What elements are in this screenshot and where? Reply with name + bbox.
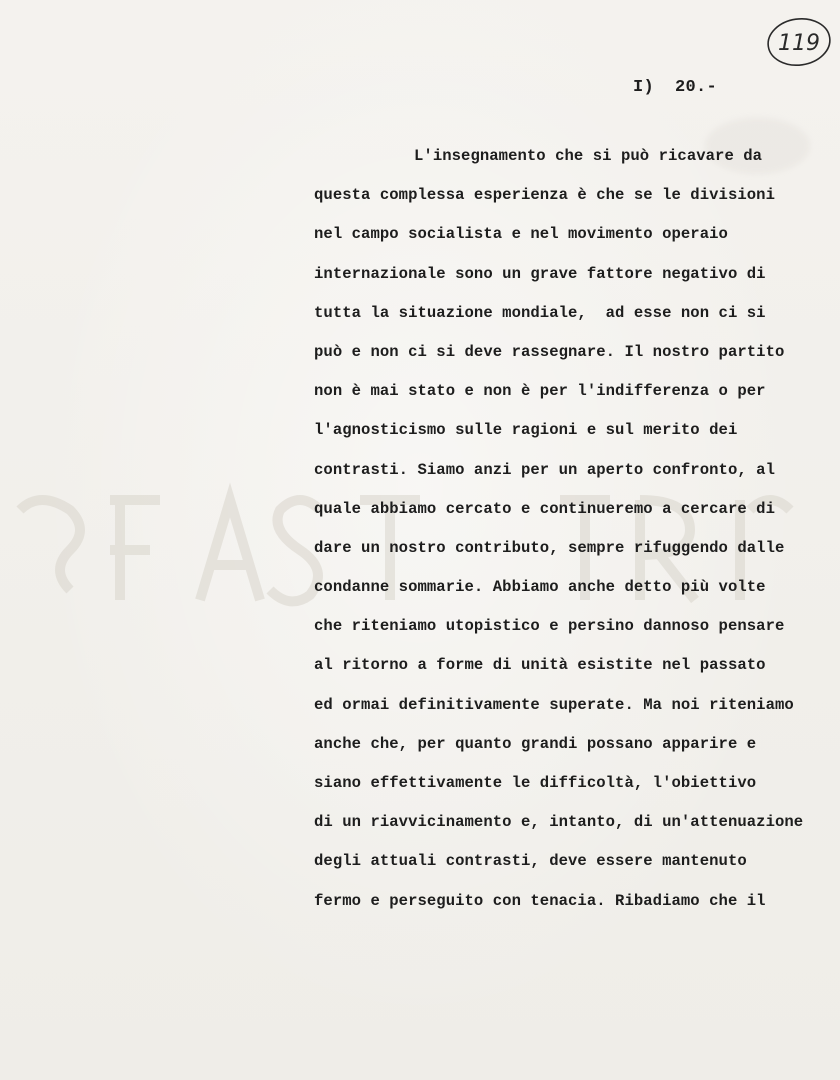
text-line: condanne sommarie. Abbiamo anche detto più volte xyxy=(314,578,766,597)
text-line: siano effettivamente le difficoltà, l'obiettivo xyxy=(314,774,757,792)
text-line: anche che, per quanto grandi possano apparire e xyxy=(314,734,757,753)
page-number-circle xyxy=(764,14,834,70)
text-line: L'insegnamento che si può ricavare da xyxy=(414,147,763,165)
text-line: degli attuali contrasti, deve essere mantenuto xyxy=(314,852,747,871)
text-line: nel campo socialista e nel movimento operaio xyxy=(314,225,728,244)
text-line: non è mai stato e non è per l'indifferenza o per xyxy=(314,382,766,401)
text-line: di un riavvicinamento e, intanto, di un'attenuazione xyxy=(314,813,804,832)
text-line: ed ormai definitivamente superate. Ma noi riteniamo xyxy=(314,695,794,714)
text-line: al ritorno a forme di unità esistite nel passato xyxy=(314,656,766,675)
text-line: contrasti. Siamo anzi per un aperto confronto, al xyxy=(314,460,775,479)
text-line: l'agnosticismo sulle ragioni e sul merito dei xyxy=(314,421,738,440)
text-line: quale abbiamo cercato e continueremo a cercare di xyxy=(314,499,775,518)
section-reference: I) 20.- xyxy=(633,78,718,97)
text-line: dare un nostro contributo, sempre rifuggendo dalle xyxy=(314,538,785,557)
text-line: questa complessa esperienza è che se le divisioni xyxy=(314,186,775,205)
text-line: tutta la situazione mondiale, ad esse non ci si xyxy=(314,303,766,322)
text-line: internazionale sono un grave fattore negativo di xyxy=(314,264,766,283)
typed-body-text xyxy=(314,137,840,921)
text-line: fermo e perseguito con tenacia. Ribadiamo che il xyxy=(314,891,766,910)
page-number-text: 119 xyxy=(778,31,820,56)
text-line: che riteniamo utopistico e persino dannoso pensare xyxy=(314,617,785,636)
text-line: può e non ci si deve rassegnare. Il nostro partito xyxy=(314,342,785,361)
